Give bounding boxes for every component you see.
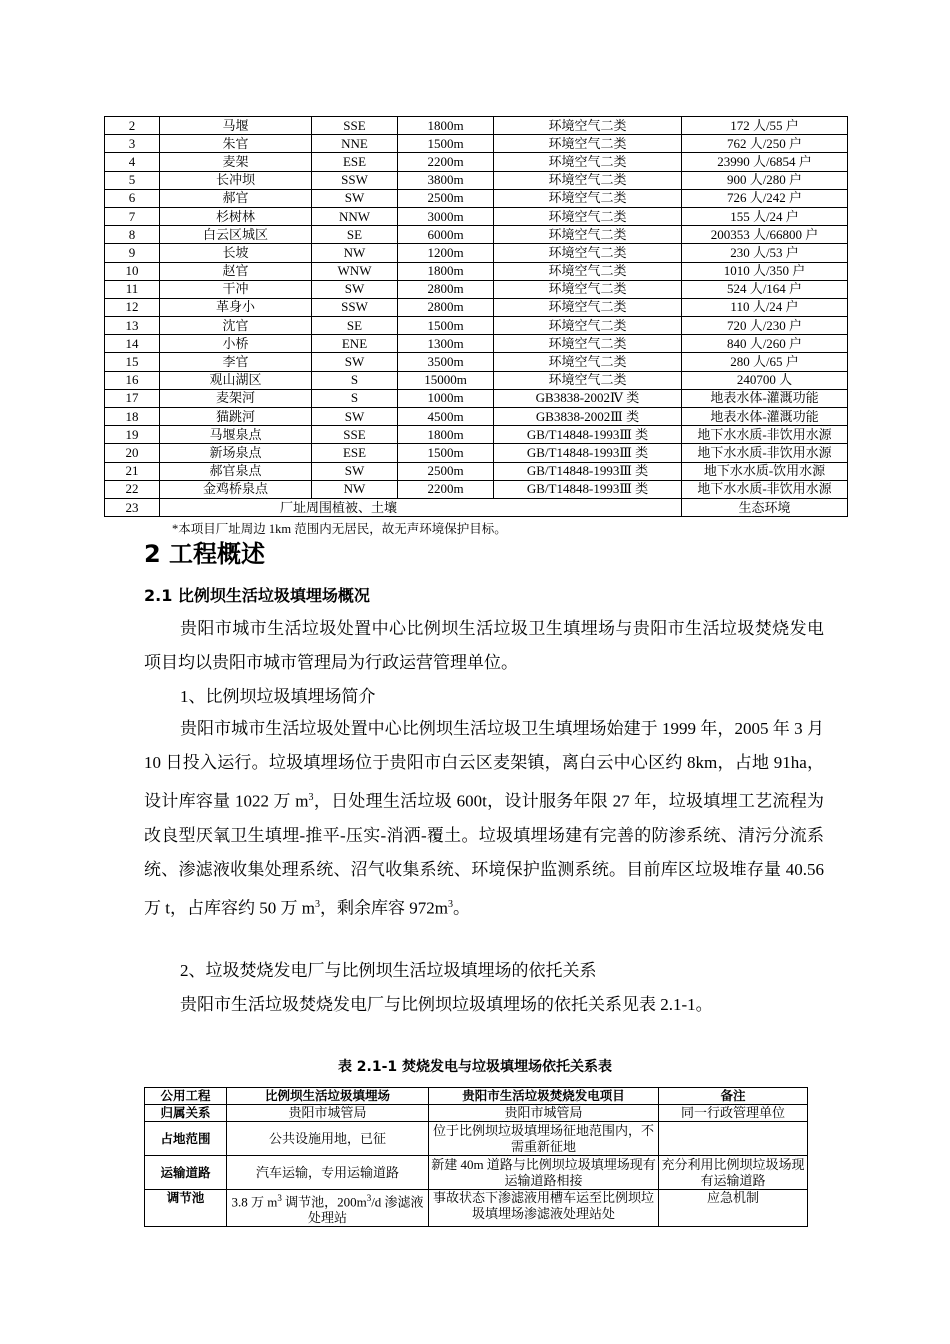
header-cell: 比例坝生活垃圾填埋场 bbox=[227, 1088, 429, 1105]
table-cell: 同一行政管理单位 bbox=[659, 1105, 808, 1122]
paragraph: 贵阳市城市生活垃圾处置中心比例坝生活垃圾卫生填埋场与贵阳市生活垃圾焚烧发电项目均以贵阳市城市管理局为行政运营管理单位。 bbox=[144, 619, 824, 673]
paragraph: 1、比例坝垃圾填埋场简介 bbox=[180, 687, 376, 706]
table-row bbox=[105, 135, 848, 153]
table-cell: 公共设施用地，已征 bbox=[227, 1122, 429, 1156]
table-cell: 1010 人/350 户 bbox=[682, 262, 848, 280]
table-cell: SE bbox=[312, 317, 398, 335]
table-cell: 地下水水质-非饮用水源 bbox=[682, 444, 848, 462]
table-cell: 3 bbox=[105, 135, 160, 153]
table-cell: 位于比例坝垃圾填埋场征地范围内，不需重新征地 bbox=[429, 1122, 659, 1156]
table-cell: GB3838-2002Ⅳ 类 bbox=[494, 389, 682, 407]
table-cell: 长坡 bbox=[160, 244, 312, 262]
table-cell: 马堰 bbox=[160, 117, 312, 135]
table-cell: 地表水体-灌溉功能 bbox=[682, 389, 848, 407]
table-cell: 12 bbox=[105, 298, 160, 316]
table-cell: 环境空气二类 bbox=[494, 317, 682, 335]
table-cell: 14 bbox=[105, 335, 160, 353]
table-cell: 小桥 bbox=[160, 335, 312, 353]
section-heading: 2 工程概述 bbox=[144, 540, 266, 568]
table-row bbox=[105, 207, 848, 225]
table-cell: 11 bbox=[105, 280, 160, 298]
table-cell: 沈官 bbox=[160, 317, 312, 335]
table-row bbox=[105, 189, 848, 207]
table-row bbox=[105, 280, 848, 298]
table-cell: 李官 bbox=[160, 353, 312, 371]
table-cell: 726 人/242 户 bbox=[682, 189, 848, 207]
table-row bbox=[105, 371, 848, 389]
table-cell: 环境空气二类 bbox=[494, 153, 682, 171]
table-row bbox=[145, 1105, 808, 1122]
table-cell: NNE bbox=[312, 135, 398, 153]
table-row bbox=[105, 117, 848, 135]
table-cell: 1800m bbox=[398, 117, 494, 135]
superscript: 3 bbox=[314, 898, 320, 910]
table-cell: 厂址周围植被、土壤 bbox=[160, 498, 682, 516]
table-cell: S bbox=[312, 389, 398, 407]
table-cell: 新场泉点 bbox=[160, 444, 312, 462]
table-cell: 2800m bbox=[398, 298, 494, 316]
header-cell: 备注 bbox=[659, 1088, 808, 1105]
table-cell: 1500m bbox=[398, 317, 494, 335]
table-cell: 环境空气二类 bbox=[494, 135, 682, 153]
table-cell: 18 bbox=[105, 408, 160, 426]
table-cell: 长冲坝 bbox=[160, 171, 312, 189]
table-cell: 环境空气二类 bbox=[494, 262, 682, 280]
table-row bbox=[105, 408, 848, 426]
table-cell: S bbox=[312, 371, 398, 389]
table-cell: GB/T14848-1993Ⅲ 类 bbox=[494, 444, 682, 462]
table-cell bbox=[659, 1122, 808, 1156]
table-cell: 1800m bbox=[398, 262, 494, 280]
table-cell: 环境空气二类 bbox=[494, 353, 682, 371]
table-cell: 革身小 bbox=[160, 298, 312, 316]
table-cell: 地下水水质-非饮用水源 bbox=[682, 480, 848, 498]
row-head-cell: 占地范围 bbox=[145, 1122, 227, 1156]
table-row bbox=[145, 1156, 808, 1190]
table-cell: 郝官泉点 bbox=[160, 462, 312, 480]
table-cell: 1000m bbox=[398, 389, 494, 407]
table-cell: 7 bbox=[105, 207, 160, 225]
table-caption: 表 2.1-1 焚烧发电与垃圾填埋场依托关系表 bbox=[337, 1059, 613, 1075]
table-cell: ENE bbox=[312, 335, 398, 353]
cell-text: /d 渗滤液处理站 bbox=[307, 1194, 424, 1226]
table-cell: 524 人/164 户 bbox=[682, 280, 848, 298]
table-cell: 17 bbox=[105, 389, 160, 407]
table-cell: 23990 人/6854 户 bbox=[682, 153, 848, 171]
table-cell: 2200m bbox=[398, 153, 494, 171]
superscript: 3 bbox=[447, 898, 453, 910]
table-cell: 生态环境 bbox=[682, 498, 848, 516]
header-cell: 公用工程 bbox=[145, 1088, 227, 1105]
table-cell: SW bbox=[312, 280, 398, 298]
table-row bbox=[105, 317, 848, 335]
table-row bbox=[105, 426, 848, 444]
table-cell: 新建 40m 道路与比例坝垃圾填埋场现有运输道路相接 bbox=[429, 1156, 659, 1190]
table-cell: 观山湖区 bbox=[160, 371, 312, 389]
table-cell: 朱官 bbox=[160, 135, 312, 153]
table-row bbox=[105, 480, 848, 498]
table-cell: 白云区城区 bbox=[160, 226, 312, 244]
table-header-row bbox=[145, 1088, 808, 1105]
table-cell: 麦架河 bbox=[160, 389, 312, 407]
table-row bbox=[105, 462, 848, 480]
table-cell: 240700 人 bbox=[682, 371, 848, 389]
paragraph-text: 。 bbox=[452, 898, 470, 918]
paragraph: 贵阳市生活垃圾焚烧发电厂与比例坝垃圾填埋场的依托关系见表 2.1-1。 bbox=[180, 995, 713, 1014]
table-cell: SE bbox=[312, 226, 398, 244]
table-row bbox=[105, 389, 848, 407]
table-cell: 环境空气二类 bbox=[494, 244, 682, 262]
table-cell: 3500m bbox=[398, 353, 494, 371]
table-cell: 155 人/24 户 bbox=[682, 207, 848, 225]
table-cell: 720 人/230 户 bbox=[682, 317, 848, 335]
table-cell: 1500m bbox=[398, 444, 494, 462]
table-cell: SSW bbox=[312, 298, 398, 316]
table-cell: 2200m bbox=[398, 480, 494, 498]
table-cell: SW bbox=[312, 189, 398, 207]
table-cell: 21 bbox=[105, 462, 160, 480]
table-cell: ESE bbox=[312, 444, 398, 462]
table-cell: 环境空气二类 bbox=[494, 189, 682, 207]
table-row bbox=[105, 226, 848, 244]
table-cell: 15 bbox=[105, 353, 160, 371]
table-cell: 1500m bbox=[398, 135, 494, 153]
table-cell: 金鸡桥泉点 bbox=[160, 480, 312, 498]
row-head-cell: 运输道路 bbox=[145, 1156, 227, 1190]
table-cell: 赵官 bbox=[160, 262, 312, 280]
table-row bbox=[105, 298, 848, 316]
table-cell: 地下水水质-饮用水源 bbox=[682, 462, 848, 480]
table-cell: 19 bbox=[105, 426, 160, 444]
table-cell: 10 bbox=[105, 262, 160, 280]
table-cell: 2800m bbox=[398, 280, 494, 298]
table-cell: 汽车运输，专用运输道路 bbox=[227, 1156, 429, 1190]
table-cell: GB/T14848-1993Ⅲ 类 bbox=[494, 480, 682, 498]
table-cell: SSE bbox=[312, 117, 398, 135]
paragraph: 2、垃圾焚烧发电厂与比例坝生活垃圾填埋场的依托关系 bbox=[180, 961, 597, 980]
table-cell: 3000m bbox=[398, 207, 494, 225]
table-cell: SW bbox=[312, 353, 398, 371]
cell-text: 调节池，200m bbox=[281, 1194, 367, 1210]
footnote: *本项目厂址周边 1km 范围内无居民，故无声环境保护目标。 bbox=[172, 522, 507, 536]
table-cell: 2500m bbox=[398, 462, 494, 480]
table-cell: 杉树林 bbox=[160, 207, 312, 225]
header-cell: 贵阳市生活垃圾焚烧发电项目 bbox=[429, 1088, 659, 1105]
paragraph-text: 贵阳市城市生活垃圾处置中心比例坝生活垃圾卫生填埋场始建于 1999 年，2005 年 3 月 10 日投入运行。垃圾填埋场位于贵阳市白云区麦架镇，离白云中心区约 8km，占地 91ha，设计库容量 1022 万 m bbox=[144, 719, 824, 811]
row-head-cell: 归属关系 bbox=[145, 1105, 227, 1122]
table-row bbox=[105, 353, 848, 371]
table-cell: 应急机制 bbox=[659, 1190, 808, 1227]
table-cell: 2500m bbox=[398, 189, 494, 207]
table-cell: GB/T14848-1993Ⅲ 类 bbox=[494, 462, 682, 480]
table-cell: 8 bbox=[105, 226, 160, 244]
table-row bbox=[145, 1190, 808, 1227]
table-cell: 麦架 bbox=[160, 153, 312, 171]
table-cell: 230 人/53 户 bbox=[682, 244, 848, 262]
table-cell: 1200m bbox=[398, 244, 494, 262]
superscript: 3 bbox=[366, 1193, 372, 1203]
table-cell: 充分利用比例坝垃圾场现有运输道路 bbox=[659, 1156, 808, 1190]
table-cell: NW bbox=[312, 480, 398, 498]
table-cell: 23 bbox=[105, 498, 160, 516]
table-row bbox=[105, 153, 848, 171]
table-cell: SW bbox=[312, 462, 398, 480]
table-cell: 干冲 bbox=[160, 280, 312, 298]
table-cell: 环境空气二类 bbox=[494, 371, 682, 389]
paragraph bbox=[144, 712, 824, 926]
table-cell: 郝官 bbox=[160, 189, 312, 207]
table-cell: 环境空气二类 bbox=[494, 280, 682, 298]
table-cell: 20 bbox=[105, 444, 160, 462]
table-row bbox=[105, 335, 848, 353]
table-row bbox=[105, 444, 848, 462]
row-head-cell: 调节池 bbox=[145, 1190, 227, 1227]
table-cell: 环境空气二类 bbox=[494, 171, 682, 189]
table-cell: 环境空气二类 bbox=[494, 298, 682, 316]
table-cell: 13 bbox=[105, 317, 160, 335]
superscript: 3 bbox=[277, 1193, 282, 1203]
table-cell: 猫跳河 bbox=[160, 408, 312, 426]
table-cell: 4500m bbox=[398, 408, 494, 426]
table-cell: NW bbox=[312, 244, 398, 262]
table-cell: 地表水体-灌溉功能 bbox=[682, 408, 848, 426]
table-cell: 4 bbox=[105, 153, 160, 171]
table-cell: 环境空气二类 bbox=[494, 335, 682, 353]
table-cell: 280 人/65 户 bbox=[682, 353, 848, 371]
table-cell: 1300m bbox=[398, 335, 494, 353]
table-cell: 地下水水质-非饮用水源 bbox=[682, 426, 848, 444]
cell-text: 3.8 万 m bbox=[231, 1194, 278, 1210]
table-cell: 840 人/260 户 bbox=[682, 335, 848, 353]
superscript: 3 bbox=[308, 791, 314, 803]
table-cell: SSW bbox=[312, 171, 398, 189]
paragraph-text: ，剩余库容 972m bbox=[319, 898, 448, 918]
table-cell: NNW bbox=[312, 207, 398, 225]
environment-protection-table bbox=[104, 116, 848, 517]
table-cell: 5 bbox=[105, 171, 160, 189]
table-cell: 900 人/280 户 bbox=[682, 171, 848, 189]
table-cell: 2 bbox=[105, 117, 160, 135]
table-row bbox=[105, 171, 848, 189]
table-cell: SW bbox=[312, 408, 398, 426]
table-cell: 22 bbox=[105, 480, 160, 498]
table-cell: 6 bbox=[105, 189, 160, 207]
table-cell: 762 人/250 户 bbox=[682, 135, 848, 153]
table-cell: 贵阳市城管局 bbox=[227, 1105, 429, 1122]
table-cell: 贵阳市城管局 bbox=[429, 1105, 659, 1122]
table-cell: SSE bbox=[312, 426, 398, 444]
table-cell: GB/T14848-1993Ⅲ 类 bbox=[494, 426, 682, 444]
table-cell: 环境空气二类 bbox=[494, 226, 682, 244]
relation-table bbox=[144, 1087, 808, 1227]
table-cell: 事故状态下渗滤液用槽车运至比例坝垃圾填埋场渗滤液处理站处 bbox=[429, 1190, 659, 1227]
table-row bbox=[105, 244, 848, 262]
paragraph-text: ，日处理生活垃圾 600t，设计服务年限 27 年，垃圾填埋工艺流程为改良型厌氧卫生填埋-推平-压实-消洒-覆土。垃圾填埋场建有完善的防渗系统、清污分流系统、渗滤液收集处理系统、沼气收集系统、环境保护监测系统。目前库区垃圾堆存量 40.56 万 t，占库容约 50 万 m bbox=[144, 791, 824, 918]
table-cell: 200353 人/66800 户 bbox=[682, 226, 848, 244]
table-cell: 110 人/24 户 bbox=[682, 298, 848, 316]
table-cell: 6000m bbox=[398, 226, 494, 244]
table-cell: 9 bbox=[105, 244, 160, 262]
table-row bbox=[145, 1122, 808, 1156]
table-cell: 15000m bbox=[398, 371, 494, 389]
table-row bbox=[105, 262, 848, 280]
table-cell: 1800m bbox=[398, 426, 494, 444]
table-row bbox=[105, 498, 848, 516]
table-cell: 环境空气二类 bbox=[494, 117, 682, 135]
table-cell: 环境空气二类 bbox=[494, 207, 682, 225]
subsection-heading: 2.1 比例坝生活垃圾填埋场概况 bbox=[144, 586, 370, 605]
table-cell: WNW bbox=[312, 262, 398, 280]
table-cell: 3800m bbox=[398, 171, 494, 189]
table-cell: 马堰泉点 bbox=[160, 426, 312, 444]
table-cell bbox=[227, 1190, 429, 1227]
table-cell: 172 人/55 户 bbox=[682, 117, 848, 135]
table-cell: 16 bbox=[105, 371, 160, 389]
table-cell: GB3838-2002Ⅲ 类 bbox=[494, 408, 682, 426]
table-cell: ESE bbox=[312, 153, 398, 171]
